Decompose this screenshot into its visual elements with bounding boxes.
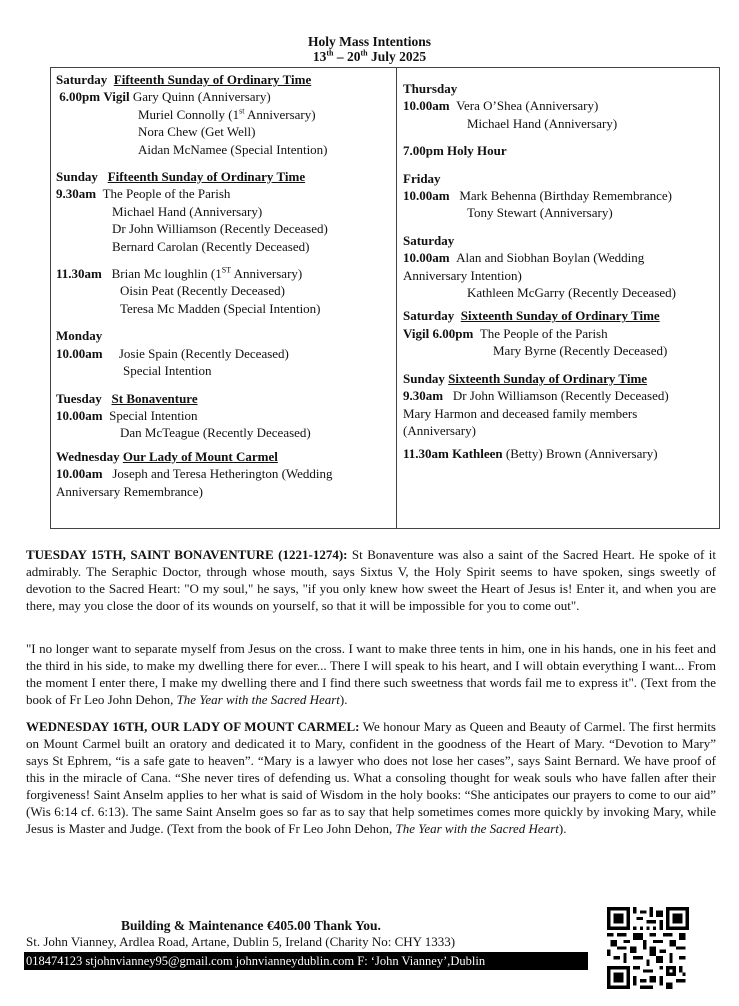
intention: Michael Hand (Anniversary) [467, 115, 618, 131]
intention: Mark Behenna (Birthday Remembrance) [459, 188, 672, 204]
intention: Nora Chew (Get Well) [138, 124, 256, 140]
intention: Teresa Mc Madden (Special Intention) [120, 300, 321, 316]
intention: Dr John Williamson (Recently Deceased) [452, 388, 669, 404]
feast-title: Sixteenth Sunday of Ordinary Time [460, 308, 660, 324]
day-label: Saturday [403, 308, 455, 324]
intention: Anniversary Intention) [403, 267, 522, 283]
mass-time: 10.00am [403, 98, 450, 114]
mass-time: 10.00am [56, 407, 103, 423]
parish-address: St. John Vianney, Ardlea Road, Artane, Dublin 5, Ireland (Charity No: CHY 1333) [26, 934, 456, 949]
intention: Anniversary Remembrance) [56, 483, 203, 499]
book-title: The Year with the Sacred Heart [176, 692, 340, 707]
paragraph-heading: TUESDAY 15TH, SAINT BONAVENTURE (1221-1274): [26, 547, 348, 562]
intention: Special Intention [123, 363, 212, 379]
mass-time: 6.00pm [59, 89, 101, 105]
intention: Joseph and Teresa Hetherington (Wedding [112, 466, 333, 482]
feast-title: Our Lady of Mount Carmel [122, 448, 278, 464]
thursday-group [403, 80, 715, 160]
intention: Muriel Connolly (1st Anniversary) [138, 106, 316, 122]
day-label: Thursday [403, 81, 458, 96]
day-label: Saturday [56, 72, 108, 87]
mass-time: Vigil 6.00pm [403, 325, 474, 341]
day-label: Monday [56, 328, 103, 344]
intention: Mary Harmon and deceased family members [403, 405, 638, 421]
mass-time: 11.30am Kathleen [403, 446, 503, 462]
sunday-group [56, 168, 392, 317]
intention: Mary Byrne (Recently Deceased) [493, 343, 668, 359]
table-column-divider [396, 67, 397, 529]
wednesday-group [56, 448, 392, 500]
paragraph-saint-bonaventure: TUESDAY 15TH, SAINT BONAVENTURE (1221-1274): St Bonaventure was also a saint of the Sacred Heart. He spoke of it admirably. The Seraphic Doctor, through whose mouth, says Sixtus V, the Holy Spirit seems to have spoken, sings sweetly of devotion to the Sacred Heart: "O my soul," he says, "if you only knew how sweet the Heart of Jesus is! Enter it, and when you are there, may you close the door of its wounds on yourself, so that it will be impossible for you to come out". [26, 547, 717, 613]
intention: (Anniversary) [403, 422, 476, 438]
mass-time: 9.30am [56, 186, 97, 202]
tuesday-group [56, 390, 392, 442]
intention: Dr John Williamson (Recently Deceased) [112, 221, 328, 237]
friday-group [403, 170, 715, 222]
intention: The People of the Parish [479, 325, 608, 341]
day-label: Saturday [403, 232, 455, 248]
intention: Brian Mc loughlin (1ST Anniversary) [111, 265, 303, 282]
intention: Michael Hand (Anniversary) [112, 203, 263, 219]
intention: Josie Spain (Recently Deceased) [118, 345, 289, 361]
intention: Dan McTeague (Recently Deceased) [120, 425, 311, 441]
mass-time: 10.00am [403, 188, 450, 204]
day-label: Sunday [403, 370, 445, 386]
bulletin-title: Holy Mass Intentions [307, 34, 432, 49]
mass-time: 9.30am [403, 388, 444, 404]
feast-title: Fifteenth Sunday of Ordinary Time [107, 169, 306, 185]
paragraph-heading: WEDNESDAY 16TH, OUR LADY OF MOUNT CARMEL: [26, 719, 360, 734]
intention: Bernard Carolan (Recently Deceased) [112, 238, 310, 254]
intention: Oisin Peat (Recently Deceased) [120, 283, 285, 299]
intention: Alan and Siobhan Boylan (Wedding [456, 250, 645, 266]
day-label: Wednesday [56, 448, 120, 464]
mass-time: 10.00am [403, 250, 450, 266]
contact-bar: 018474123 stjohnvianney95@gmail.com johnvianneydublin.com F: ‘John Vianney’,Dublin [24, 952, 588, 970]
vigil-label: Vigil [103, 89, 130, 105]
book-title: The Year with the Sacred Heart [395, 821, 559, 836]
day-label: Sunday [56, 169, 98, 185]
bulletin-dates: 13th – 20th July 2025 [312, 48, 427, 64]
intention: Aidan McNamee (Special Intention) [138, 141, 328, 157]
mass-time: 10.00am [56, 345, 103, 361]
mass-time: 10.00am [56, 466, 103, 482]
saturday-vigil-group [56, 71, 392, 158]
paragraph-mount-carmel: WEDNESDAY 16TH, OUR LADY OF MOUNT CARMEL: We honour Mary as Queen and Beauty of Carmel. The first hermits on Mount Carmel built an oratory and dedicated it to Mary, confident in the goodness of the Heart of Mary. “Devotion to Mary” says St Ephrem, “is a safe gate to heaven”. “Mary is a lawyer who does not lose her cases”, says Saint Bernard. We have proof of this in the miracle of Cana. “She never tires of defending us. What a consoling thought for weak souls who have fallen after their forgiveness! Saint Anselm applies to her what is said of Wisdom in the holy books: “She anticipates our prayers to come to our aid” (Wis 6:14 cf. 6:13). The same Saint Anselm goes so far as to say that help sometimes comes more quickly by invoking Mary, while Jesus is Master and Judge. (Text from the book of Fr Leo John Dehon, The Year with the Sacred Heart). [26, 719, 716, 836]
intention: Tony Stewart (Anniversary) [467, 205, 613, 221]
right-column [403, 80, 715, 463]
mass-time: 11.30am [56, 266, 102, 282]
saturday-vigil-sixteenth-group [403, 307, 715, 359]
intention: Kathleen McGarry (Recently Deceased) [467, 285, 676, 301]
qr-code-icon[interactable] [607, 907, 689, 989]
intention: Gary Quinn (Anniversary) [132, 89, 271, 105]
feast-title: Fifteenth Sunday of Ordinary Time [113, 72, 312, 87]
left-column [56, 71, 392, 500]
sunday-sixteenth-group [403, 370, 715, 463]
feast-title: St Bonaventure [111, 390, 198, 406]
feast-title: Sixteenth Sunday of Ordinary Time [448, 370, 648, 386]
paragraph-quote: "I no longer want to separate myself from Jesus on the cross. I want to make three tents in him, one in his hands, one in his feet and the third in his side, to make my dwelling there for ever... There I will speak to his heart, and I will obtain everything I want... From the moment I enter there, I make my dwelling there and I find there such sweetness that words fail me to express it". (Text from the book of Fr Leo John Dehon, The Year with the Sacred Heart). [26, 641, 716, 707]
intention: (Betty) Brown (Anniversary) [502, 446, 658, 462]
day-label: Friday [403, 170, 441, 186]
holy-hour: 7.00pm Holy Hour [403, 143, 507, 159]
building-maintenance-note: Building & Maintenance €405.00 Thank You. [121, 918, 381, 933]
day-label: Tuesday [56, 390, 102, 406]
saturday-group [403, 232, 715, 302]
monday-group [56, 327, 392, 379]
intention: The People of the Parish [102, 186, 231, 202]
intention: Vera O’Shea (Anniversary) [456, 98, 599, 114]
intention: Special Intention [109, 407, 198, 423]
